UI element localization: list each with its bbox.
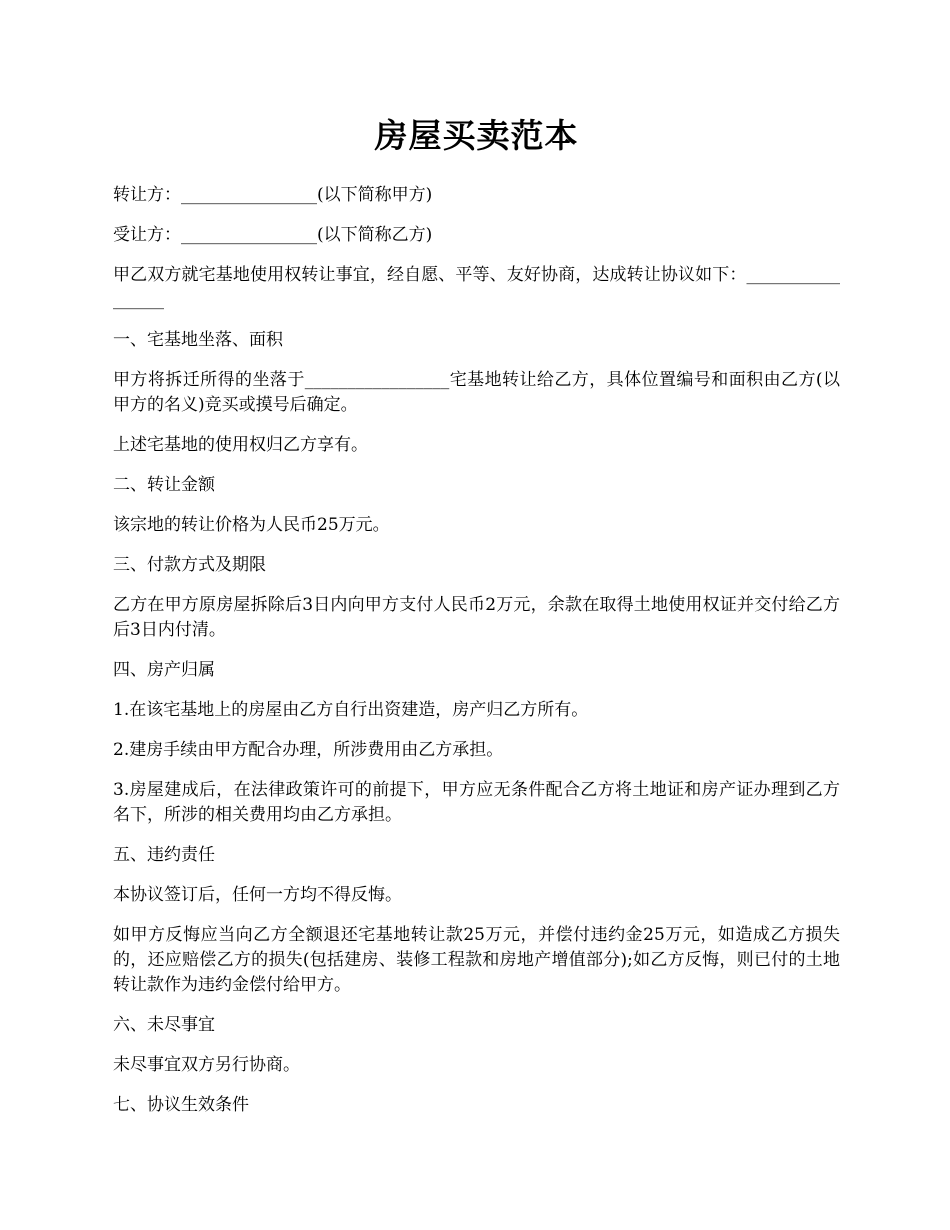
section-heading-4: 四、房产归属 <box>113 660 215 680</box>
section-5-paragraph-2: 如甲方反悔应当向乙方全额退还宅基地转让款25万元，并偿付违约金25万元，如造成乙方损失的，还应赔偿乙方的损失(包括建房、装修工程款和房地产增值部分);如乙方反悔，则已付的土地转让款作为违约金偿付给甲方。 <box>113 925 840 995</box>
section-1-paragraph-1: 甲方将拆迁所得的坐落于_________________宅基地转让给乙方，具体位置编号和面积由乙方(以甲方的名义)竞买或摸号后确定。 <box>113 370 840 415</box>
section-4-item-3: 3.房屋建成后，在法律政策许可的前提下，甲方应无条件配合乙方将土地证和房产证办理到乙方名下，所涉的相关费用均由乙方承担。 <box>113 780 840 825</box>
section-4-item-1: 1.在该宅基地上的房屋由乙方自行出资建造，房产归乙方所有。 <box>113 700 589 720</box>
transferee-line: 受让方：________________(以下简称乙方) <box>113 225 433 245</box>
section-heading-3: 三、付款方式及期限 <box>113 555 266 575</box>
section-3-paragraph-1: 乙方在甲方原房屋拆除后3日内向甲方支付人民币2万元，余款在取得土地使用权证并交付给乙方后3日内付清。 <box>113 595 840 640</box>
section-heading-2: 二、转让金额 <box>113 475 215 495</box>
section-heading-1: 一、宅基地坐落、面积 <box>113 330 283 350</box>
document-title: 房屋买卖范本 <box>374 116 579 155</box>
transferor-line: 转让方：________________(以下简称甲方) <box>113 185 433 205</box>
section-1-paragraph-2: 上述宅基地的使用权归乙方享有。 <box>113 435 368 455</box>
document-page <box>113 110 840 1133</box>
section-6-paragraph-1: 未尽事宜双方另行协商。 <box>113 1055 300 1075</box>
section-5-paragraph-1: 本协议签订后，任何一方均不得反悔。 <box>113 885 402 905</box>
section-heading-6: 六、未尽事宜 <box>113 1015 215 1035</box>
section-heading-5: 五、违约责任 <box>113 845 215 865</box>
section-heading-7: 七、协议生效条件 <box>113 1095 249 1115</box>
section-4-item-2: 2.建房手续由甲方配合办理，所涉费用由乙方承担。 <box>113 740 504 760</box>
section-2-paragraph-1: 该宗地的转让价格为人民币25万元。 <box>113 515 390 535</box>
preamble: 甲乙双方就宅基地使用权转让事宜，经自愿、平等、友好协商，达成转让协议如下：_________________ <box>113 265 840 310</box>
